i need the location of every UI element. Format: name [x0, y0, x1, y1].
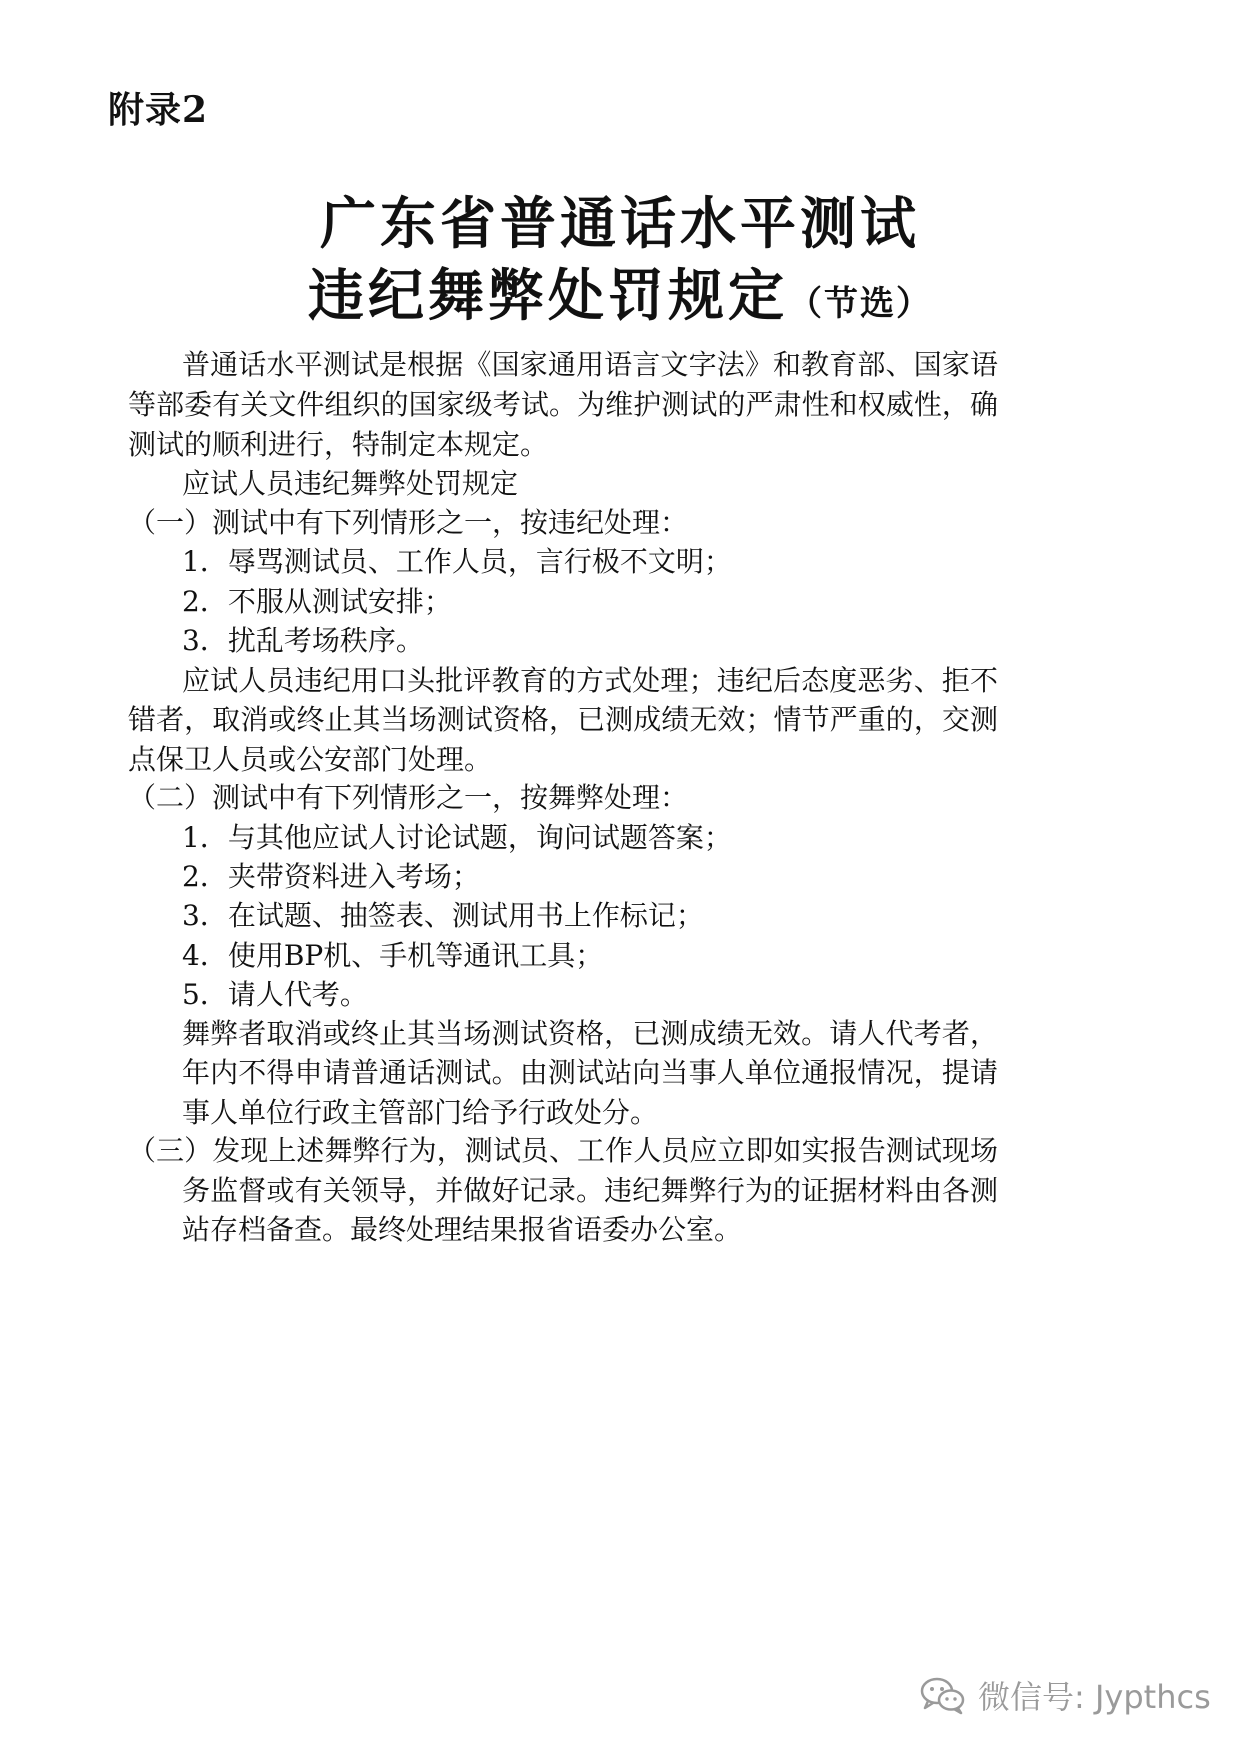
section-3-line-1: （三）发现上述舞弊行为，测试员、工作人员应立即如实报告测试现场: [128, 1134, 998, 1167]
section-2-paragraph-line-3: 事人单位行政主管部门给予行政处分。: [182, 1096, 659, 1129]
section-2-heading: （二）测试中有下列情形之一，按舞弊处理：: [128, 781, 689, 814]
wechat-icon: [920, 1675, 966, 1715]
section-1-item-3: 3．扰乱考场秩序。: [182, 624, 424, 657]
title-line-2-subtitle: （节选）: [788, 284, 932, 324]
section-2-item-1: 1．与其他应试人讨论试题，询问试题答案；: [182, 821, 732, 854]
title-line-1: 广东省普通话水平测试: [320, 191, 920, 257]
title-line-2-main: 违纪舞弊处罚规定: [308, 263, 788, 329]
watermark-text: 微信号: Jypthcs: [978, 1678, 1211, 1716]
section-3-line-2: 务监督或有关领导，并做好记录。违纪舞弊行为的证据材料由各测: [182, 1174, 998, 1207]
intro-paragraph-line-1: 普通话水平测试是根据《国家通用语言文字法》和教育部、国家语: [182, 348, 998, 381]
section-1-paragraph-line-1: 应试人员违纪用口头批评教育的方式处理；违纪后态度恶劣、拒不: [182, 664, 998, 697]
section-2-paragraph-line-2: 年内不得申请普通话测试。由测试站向当事人单位通报情况，提请: [182, 1056, 998, 1089]
section-2-item-2: 2．夹带资料进入考场；: [182, 860, 480, 893]
section-1-paragraph-line-2: 错者，取消或终止其当场测试资格，已测成绩无效；情节严重的，交测: [128, 703, 998, 736]
section-3-line-3: 站存档备查。最终处理结果报省语委办公室。: [182, 1213, 743, 1246]
section-2-item-4: 4．使用BP机、手机等通讯工具；: [182, 939, 604, 972]
section-1-heading: （一）测试中有下列情形之一，按违纪处理：: [128, 506, 689, 539]
intro-paragraph-line-2: 等部委有关文件组织的国家级考试。为维护测试的严肃性和权威性，确: [128, 388, 998, 421]
section-2-paragraph-line-1: 舞弊者取消或终止其当场测试资格，已测成绩无效。请人代考者，: [182, 1017, 998, 1050]
section-1-item-2: 2．不服从测试安排；: [182, 585, 452, 618]
section-2-item-5: 5．请人代考。: [182, 978, 368, 1011]
section-2-item-3: 3．在试题、抽签表、测试用书上作标记；: [182, 899, 704, 932]
intro-paragraph-line-3: 测试的顺利进行，特制定本规定。: [128, 428, 549, 461]
section-heading: 应试人员违纪舞弊处罚规定: [182, 467, 519, 500]
section-1-paragraph-line-3: 点保卫人员或公安部门处理。: [128, 743, 493, 776]
watermark: [920, 1672, 1211, 1718]
title-line-2: [0, 252, 1240, 332]
appendix-label: 附录2: [108, 89, 209, 131]
section-1-item-1: 1．辱骂测试员、工作人员，言行极不文明；: [182, 545, 732, 578]
